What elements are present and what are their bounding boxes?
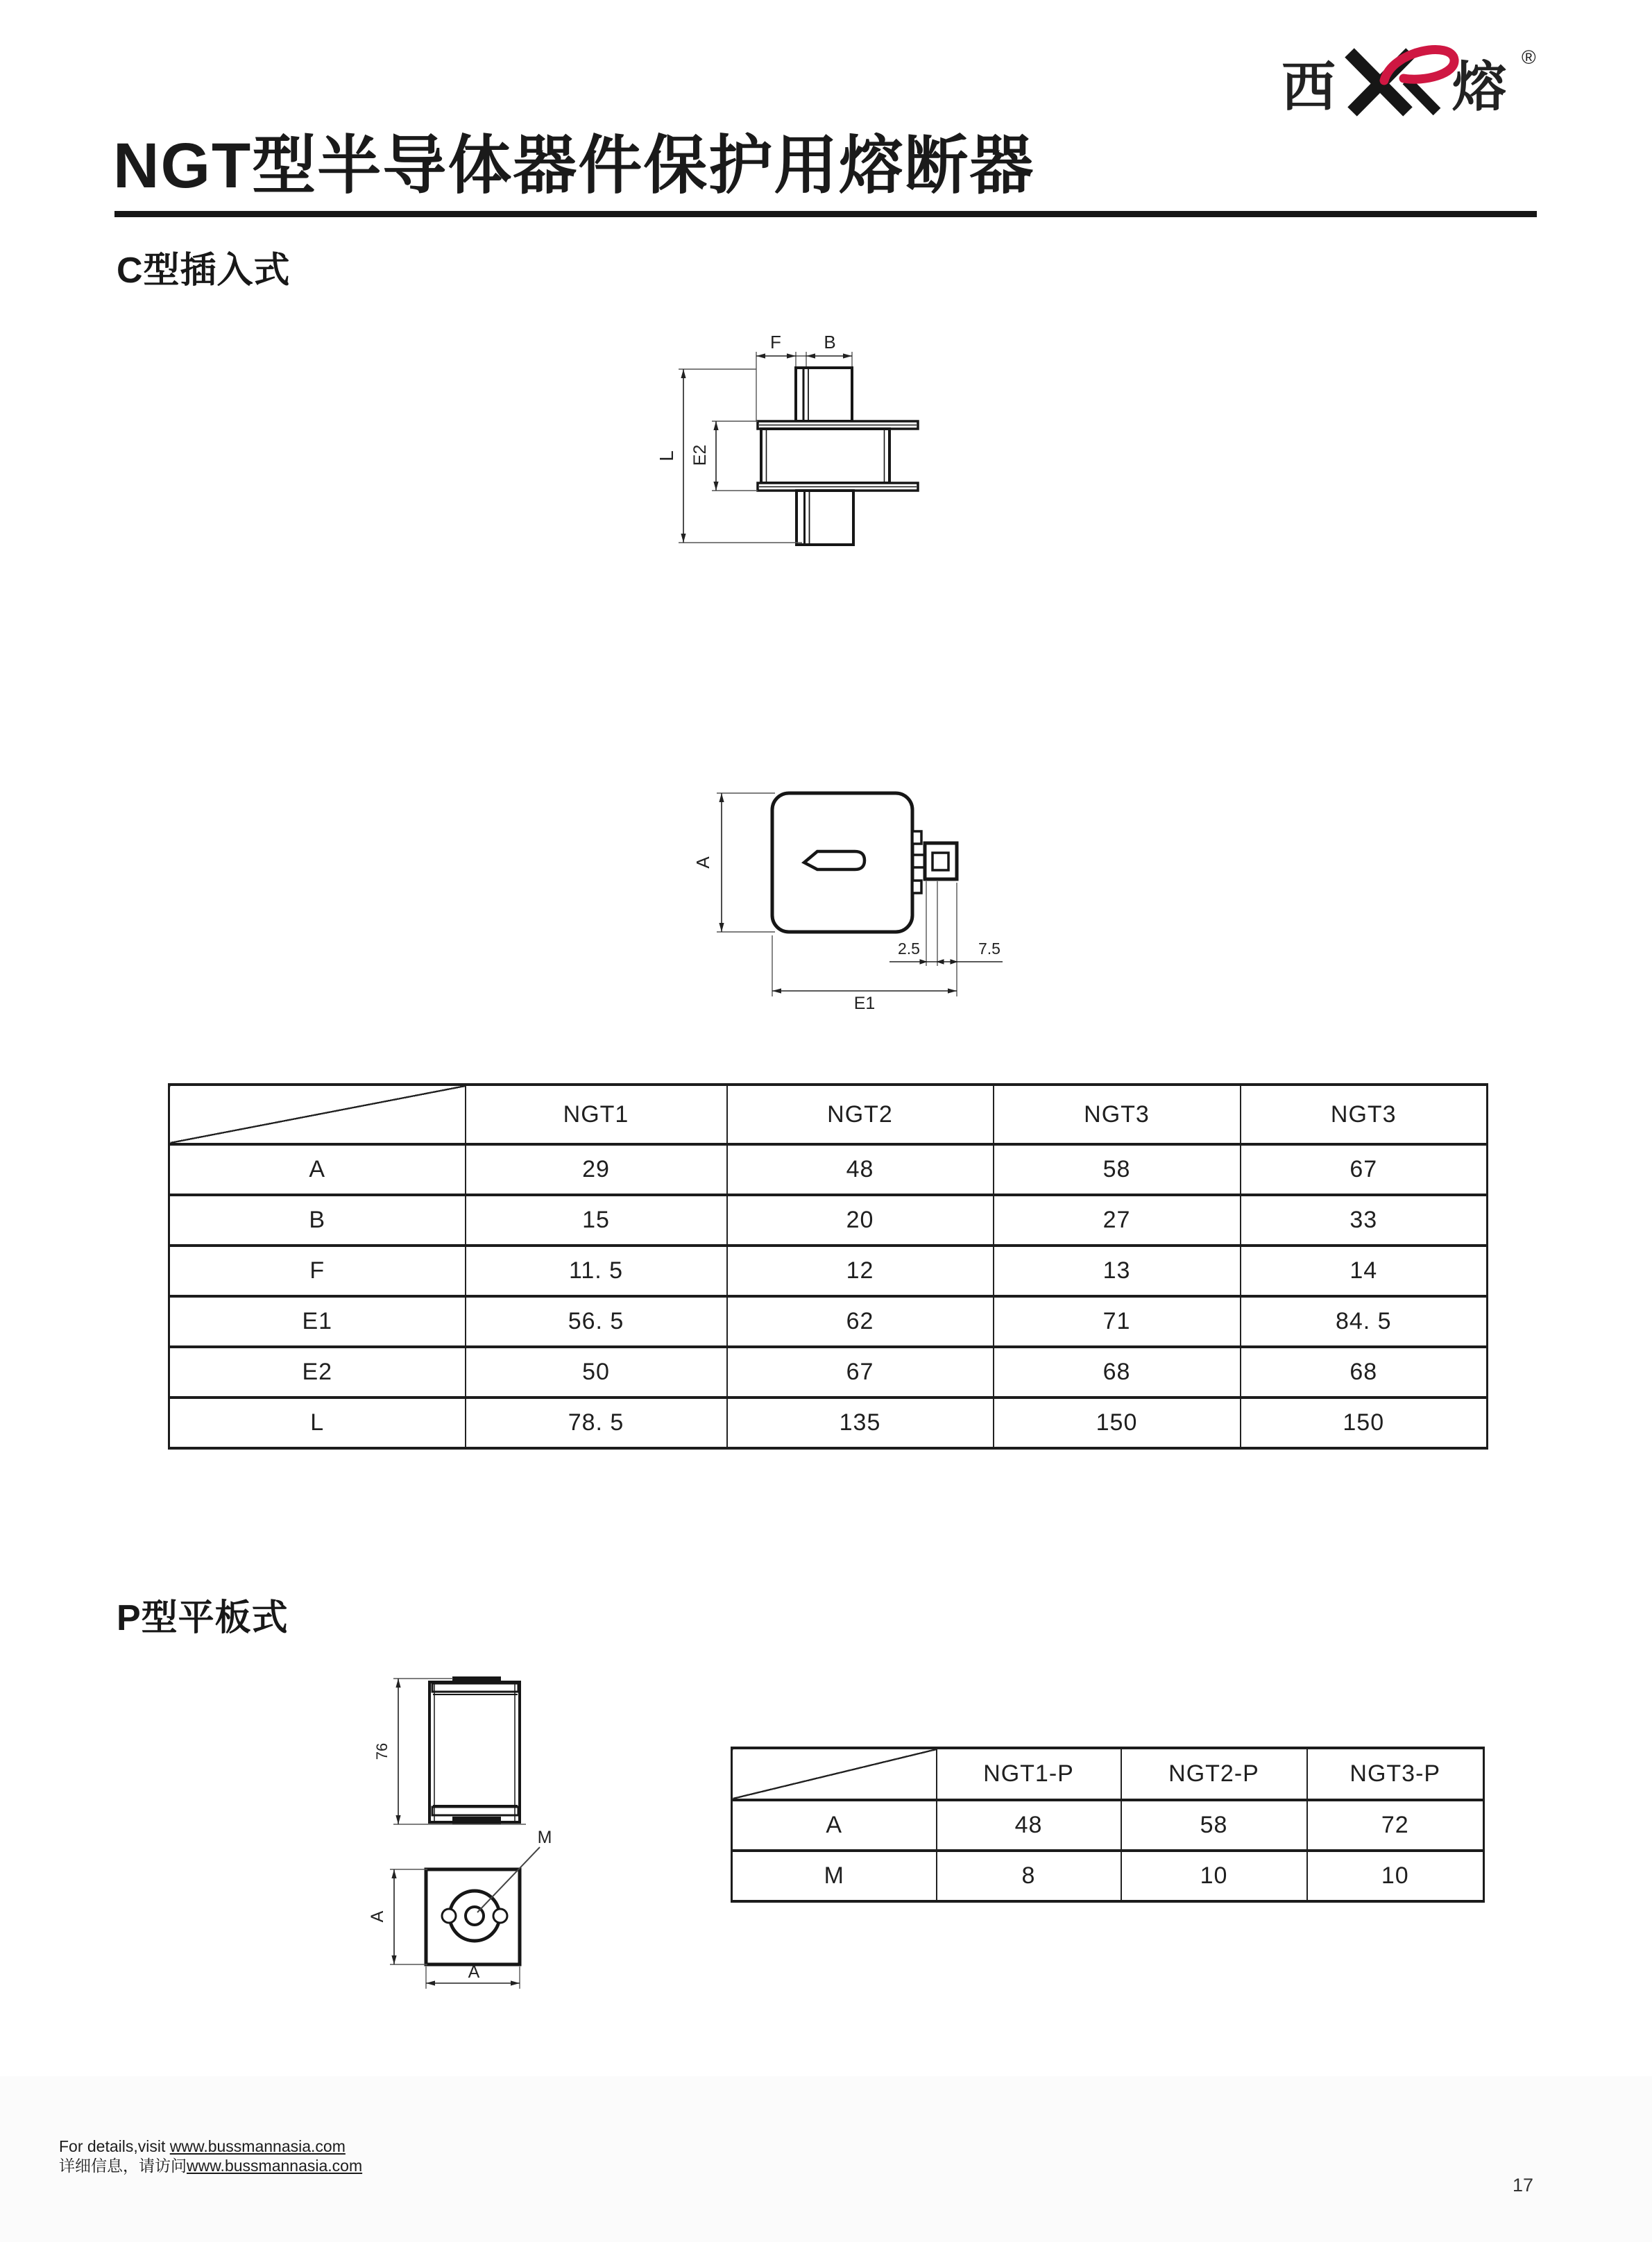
logo-char-right: 熔	[1452, 56, 1507, 117]
column-header: NGT1	[466, 1085, 727, 1144]
indicator-slot	[804, 851, 865, 869]
row-label: L	[169, 1398, 466, 1448]
dim-label-a-side: A	[368, 1910, 387, 1923]
cell: 27	[994, 1195, 1241, 1246]
row-label: A	[732, 1800, 937, 1851]
table-header-row	[169, 1085, 1488, 1144]
cell: 67	[1241, 1144, 1488, 1195]
cell: 13	[994, 1246, 1241, 1296]
cell: 67	[727, 1347, 994, 1398]
cell: 68	[994, 1347, 1241, 1398]
row-label: B	[169, 1195, 466, 1246]
cell: 50	[466, 1347, 727, 1398]
cell: 72	[1307, 1800, 1484, 1851]
diagonal-header-cell	[169, 1085, 466, 1144]
row-label: A	[169, 1144, 466, 1195]
table-row	[169, 1246, 1488, 1296]
section-heading-c-type: C型插入式	[117, 250, 291, 291]
footer	[59, 2137, 362, 2175]
cell: 71	[994, 1296, 1241, 1347]
c-type-technical-drawing	[645, 333, 1006, 1013]
footer-text-en: For details,visit	[59, 2137, 170, 2155]
brand-logo	[1280, 40, 1544, 122]
page-title: NGT型半导体器件保护用熔断器	[113, 130, 1035, 201]
cell: 62	[727, 1296, 994, 1347]
dim-label-7-5: 7.5	[978, 940, 1000, 958]
p-type-technical-drawing	[361, 1658, 659, 2005]
dim-label-76: 76	[373, 1742, 391, 1760]
table-row	[169, 1296, 1488, 1347]
cell: 68	[1241, 1347, 1488, 1398]
cell: 56. 5	[466, 1296, 727, 1347]
cell: 58	[994, 1144, 1241, 1195]
row-label: E2	[169, 1347, 466, 1398]
column-header: NGT1-P	[937, 1748, 1121, 1800]
p-type-dimension-table	[731, 1747, 1485, 1903]
cell: 14	[1241, 1246, 1488, 1296]
cell: 135	[727, 1398, 994, 1448]
cell: 150	[994, 1398, 1241, 1448]
cell: 33	[1241, 1195, 1488, 1246]
cell: 78. 5	[466, 1398, 727, 1448]
footer-text-zh: 详细信息，请访问	[59, 2157, 187, 2175]
cell: 11. 5	[466, 1246, 727, 1296]
footer-link-zh[interactable]: www.bussmannasia.com	[187, 2157, 363, 2175]
cell: 8	[937, 1851, 1121, 1901]
section-heading-p-type: P型平板式	[117, 1598, 289, 1638]
footer-line-zh	[59, 2156, 362, 2175]
p-fuse-bottom-view	[390, 1847, 540, 1989]
cell: 29	[466, 1144, 727, 1195]
dim-label-2-5: 2.5	[898, 940, 920, 958]
cell: 15	[466, 1195, 727, 1246]
logo-char-left: 西	[1281, 56, 1336, 117]
column-header: NGT2	[727, 1085, 994, 1144]
title-divider	[114, 211, 1537, 217]
dim-label-e2: E2	[690, 444, 710, 466]
row-label: E1	[169, 1296, 466, 1347]
row-label: M	[732, 1851, 937, 1901]
table-row	[169, 1144, 1488, 1195]
diagonal-header-cell	[732, 1748, 937, 1800]
c-type-dimension-table	[168, 1083, 1488, 1450]
cell: 84. 5	[1241, 1296, 1488, 1347]
cell: 48	[727, 1144, 994, 1195]
fuse-side-view	[679, 352, 918, 545]
table-row	[732, 1851, 1484, 1901]
table-row	[169, 1195, 1488, 1246]
column-header: NGT3	[1241, 1085, 1488, 1144]
cell: 150	[1241, 1398, 1488, 1448]
table-header-row	[732, 1748, 1484, 1800]
row-label: F	[169, 1246, 466, 1296]
cell: 12	[727, 1246, 994, 1296]
dim-label-b: B	[824, 333, 836, 353]
column-header: NGT3-P	[1307, 1748, 1484, 1800]
page-number: 17	[1512, 2175, 1534, 2196]
table-row	[169, 1347, 1488, 1398]
column-header: NGT2-P	[1121, 1748, 1307, 1800]
cell: 10	[1121, 1851, 1307, 1901]
dim-label-a-bottom: A	[468, 1962, 480, 1982]
dim-label-a: A	[692, 856, 713, 869]
fuse-top-view	[717, 793, 1003, 996]
logo-xr-monogram	[1349, 50, 1454, 112]
p-fuse-front-view	[393, 1676, 526, 1824]
cell: 10	[1307, 1851, 1484, 1901]
column-header: NGT3	[994, 1085, 1241, 1144]
cell: 58	[1121, 1800, 1307, 1851]
dim-label-l: L	[656, 450, 677, 461]
dim-label-e1: E1	[853, 994, 876, 1013]
table-row	[732, 1800, 1484, 1851]
footer-line-en	[59, 2137, 362, 2156]
cell: 20	[727, 1195, 994, 1246]
footer-link-en[interactable]: www.bussmannasia.com	[169, 2137, 346, 2155]
registered-trademark-icon: ®	[1522, 46, 1536, 68]
cell: 48	[937, 1800, 1121, 1851]
dim-label-f: F	[770, 333, 781, 353]
table-row	[169, 1398, 1488, 1448]
dim-label-m: M	[537, 1828, 552, 1847]
